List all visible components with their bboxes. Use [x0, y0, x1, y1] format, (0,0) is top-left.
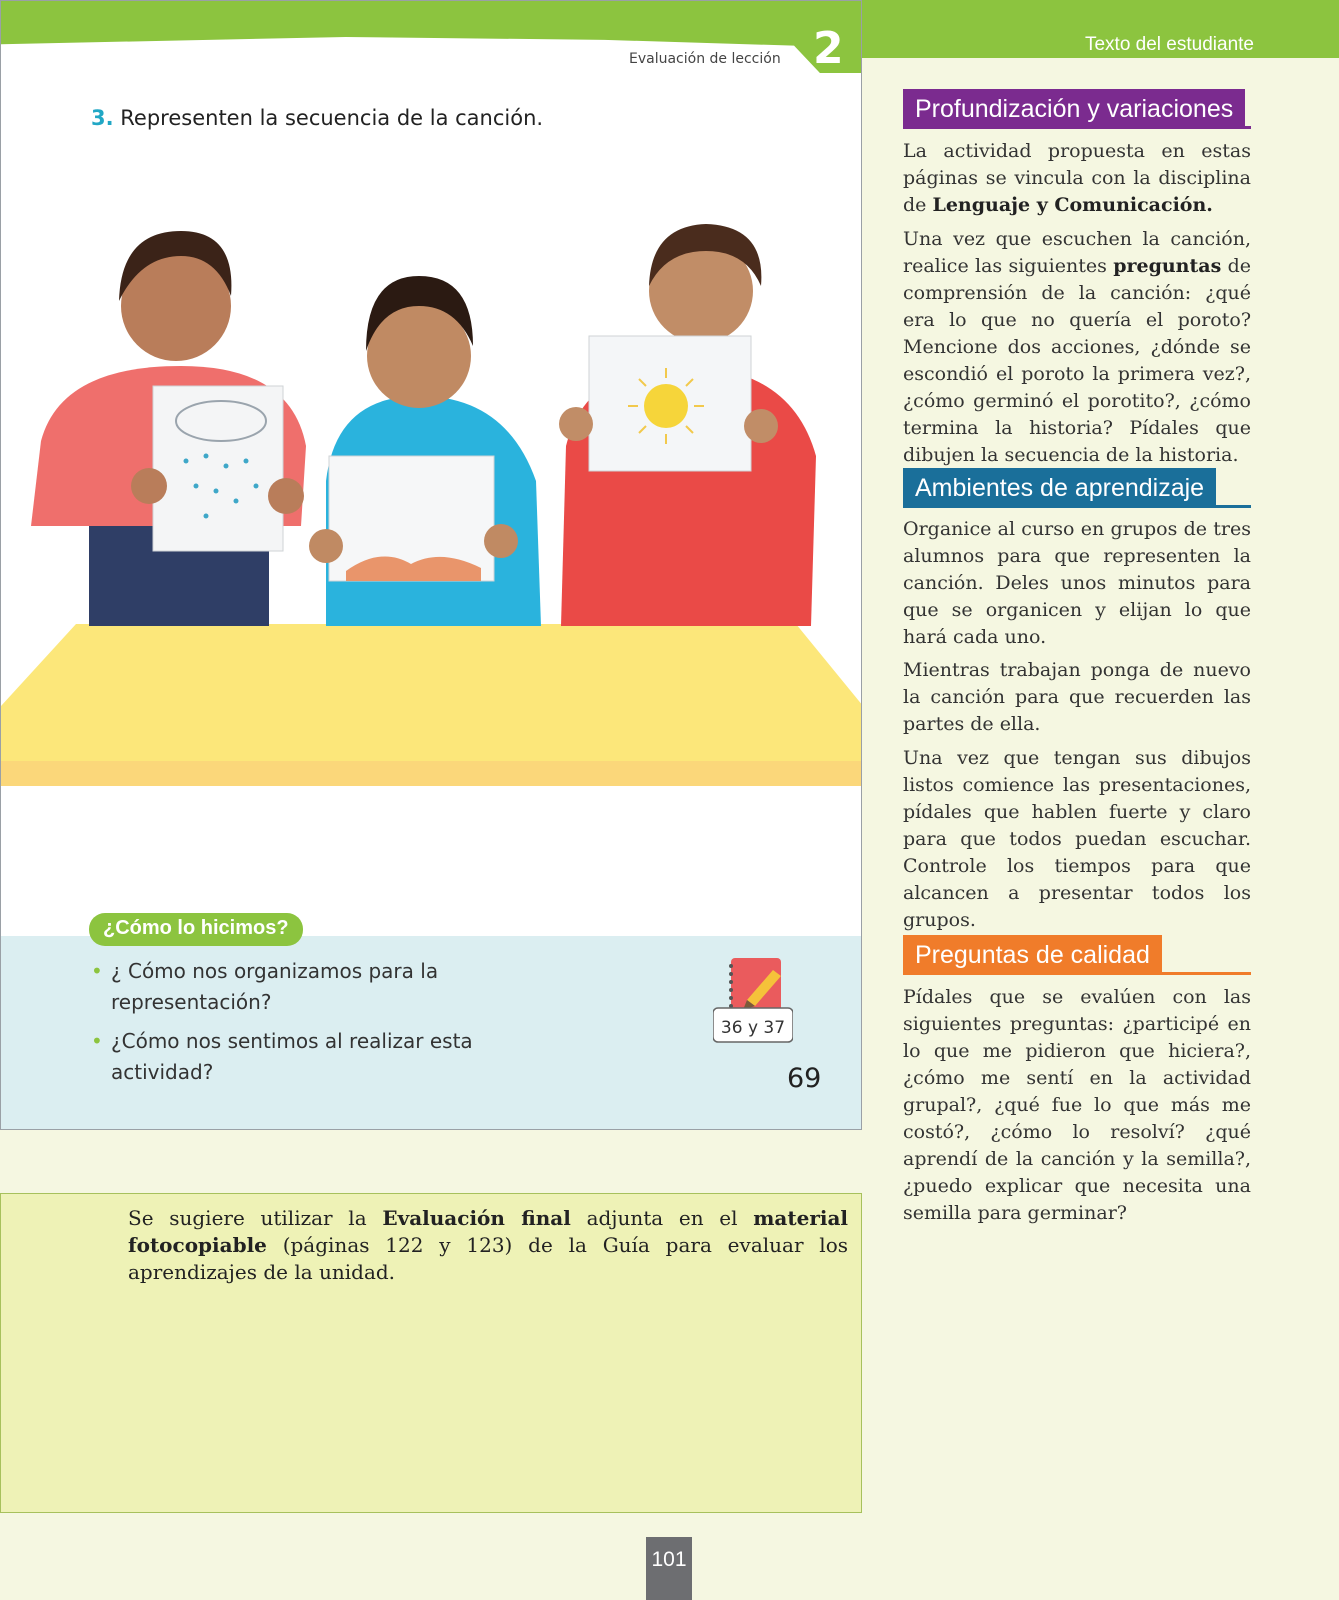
para-text: Una vez que escuchen la canción, realice las siguientes — [903, 228, 1251, 277]
suggestion-pre: Se sugiere utilizar la — [128, 1206, 367, 1230]
profundizacion-paragraph-2 — [903, 226, 1251, 469]
para-bold: Lenguaje y Comunicación. — [932, 194, 1213, 216]
lesson-label: Evaluación de lección — [629, 51, 781, 67]
lesson-number: 2 — [813, 23, 844, 74]
section-rule — [903, 972, 1251, 975]
suggestion-bold-material: material fotocopiable — [128, 1206, 849, 1257]
instruction — [91, 106, 543, 130]
para-bold: preguntas — [1113, 255, 1222, 277]
table-edge — [1, 761, 862, 786]
suggestion-mid: adjunta en el — [586, 1206, 738, 1230]
section-title: Ambientes de aprendizaje — [903, 468, 1216, 508]
profundizacion-paragraph-1 — [903, 138, 1251, 219]
ambientes-paragraph-3: Una vez que tengan sus dibujos listos comience las presentaciones, pídales que hablen fuerte y claro para que todos puedan escuchar. Controle los tiempos para que alcancen a presentar todos los grupos. — [903, 747, 1251, 931]
book-page-number: 69 — [787, 1063, 822, 1094]
section-title: Profundización y variaciones — [903, 89, 1245, 129]
section-title: Preguntas de calidad — [903, 935, 1162, 975]
student-book-page — [0, 0, 862, 1130]
child-right — [559, 224, 816, 626]
suggestion-bold-evaluacion: Evaluación final — [382, 1206, 571, 1230]
preguntas-paragraph-1: Pídales que se evalúen con las siguientes preguntas: ¿participé en lo que me pidieron que hiciera?, ¿cómo me sentí en la actividad grupal?, ¿qué fue lo que más me costó?, ¿cómo lo resolví? ¿qué aprendí de la canción y la semilla?, ¿puedo explicar que necesita una semilla para germinar? — [903, 986, 1251, 1224]
suggestion-post: (páginas 122 y 123) de la Guía para evaluar los aprendizajes de la unidad. — [128, 1233, 849, 1284]
section-rule — [903, 126, 1251, 129]
instruction-text: Representen la secuencia de la canción. — [120, 106, 544, 130]
page-number: 101 — [646, 1537, 692, 1600]
reflection-item: • ¿ Cómo nos organizamos para la representación? — [91, 956, 551, 1018]
reflection-title: ¿Cómo lo hicimos? — [89, 913, 303, 946]
children-photo — [1, 216, 862, 786]
ambientes-paragraph-2: Mientras trabajan ponga de nuevo la canción para que recuerden las partes de ella. — [903, 659, 1251, 735]
para-text: de comprensión de la canción: ¿qué era lo que no quería el poroto? Mencione dos acciones, ¿dónde se escondió el poroto la primera vez?, ¿cómo germinó el porotito?, ¿cómo termina la historia? Pídales que dibujen la secuencia de la historia. — [903, 255, 1252, 466]
ambientes-paragraph-1: Organice al curso en grupos de tres alumnos para que representen la canción. Deles unos minutos para que se organicen y elijan lo que hará cada uno. — [903, 518, 1251, 648]
child-middle — [309, 276, 541, 626]
suggestion-text — [128, 1205, 848, 1286]
section-rule — [903, 505, 1251, 508]
workbook-pages: 36 y 37 — [720, 1018, 786, 1038]
section-header-preguntas — [903, 935, 1251, 975]
reflection-item: • ¿Cómo nos sentimos al realizar esta actividad? — [91, 1026, 551, 1088]
reflection-list — [91, 956, 551, 1096]
instruction-number: 3. — [91, 106, 114, 130]
child-left — [31, 231, 306, 626]
section-header-ambientes — [903, 468, 1251, 508]
section-label: Texto del estudiante — [1084, 34, 1254, 55]
yellow-table — [1, 624, 862, 761]
para-text: La actividad propuesta en estas páginas se vincula con la disciplina de — [903, 140, 1251, 216]
section-header-profundizacion — [903, 89, 1251, 129]
